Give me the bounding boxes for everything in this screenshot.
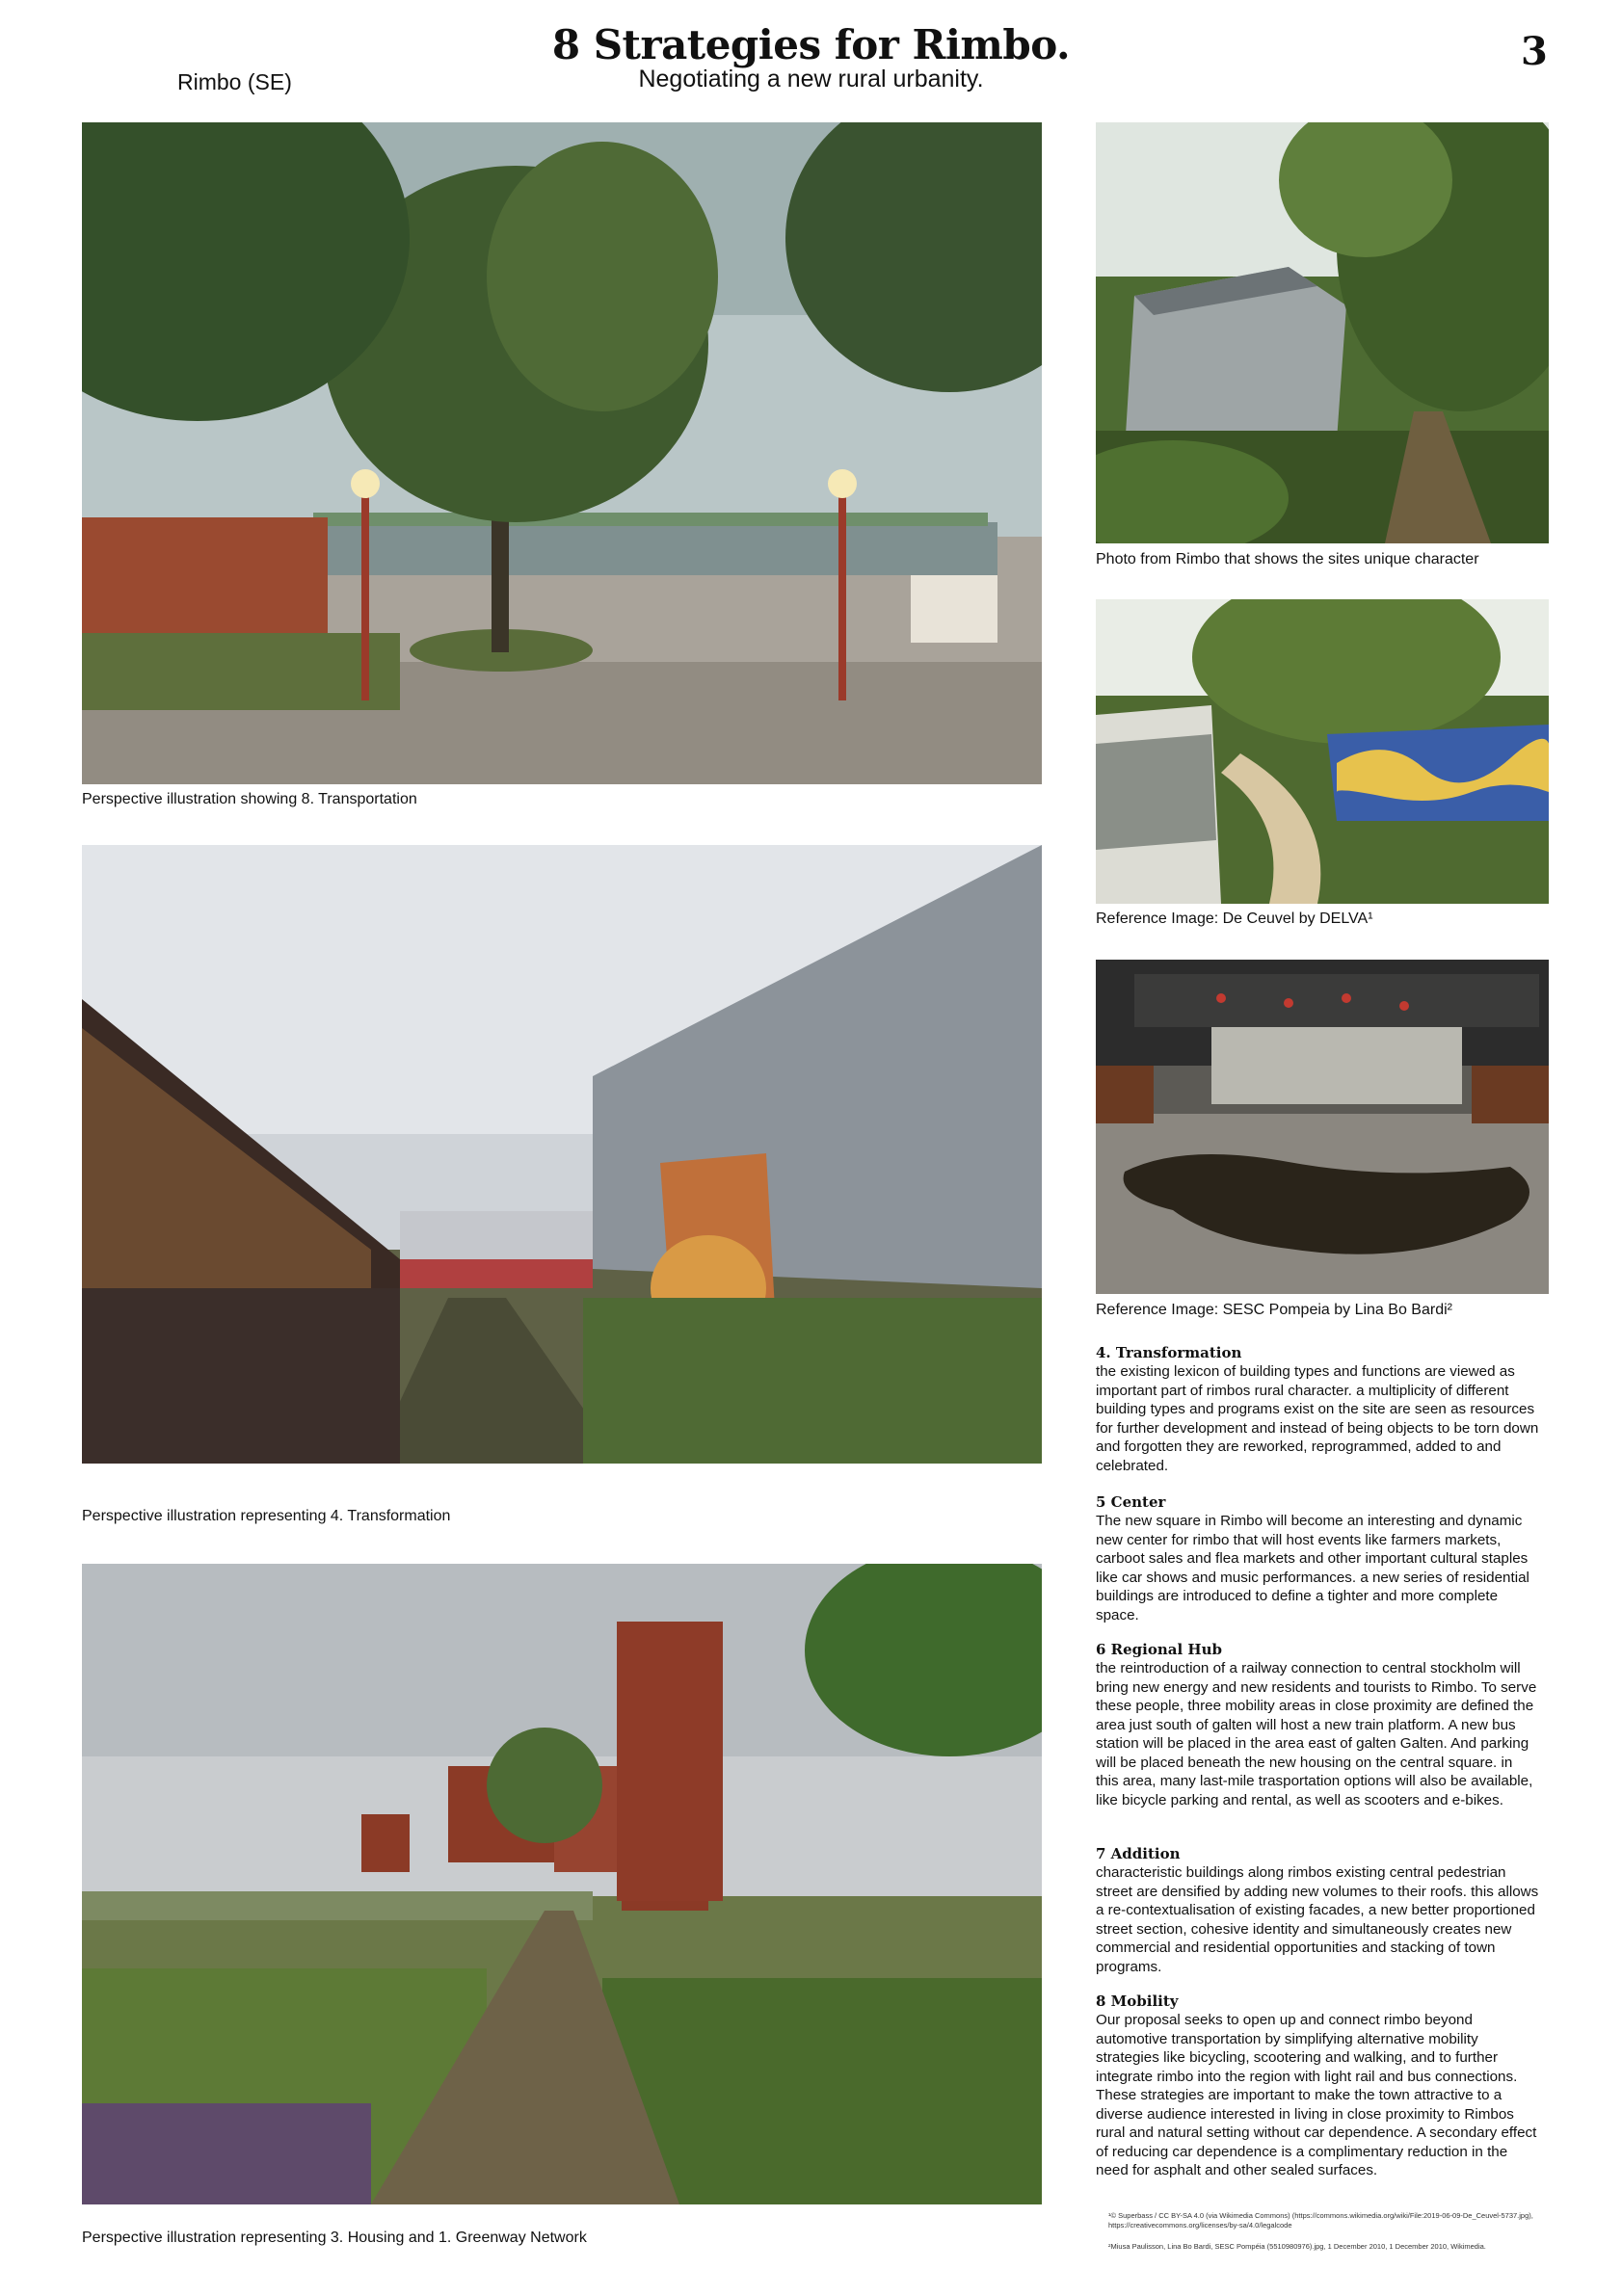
housing-greenway-caption: Perspective illustration representing 3. Housing and 1. Greenway Network: [82, 2230, 587, 2246]
transportation-illustration: [82, 122, 1042, 784]
transportation-caption: Perspective illustration showing 8. Transportation: [82, 791, 417, 807]
footnote-1: ¹© Superbass / CC BY-SA 4.0 (via Wikimedia Commons) (https://commons.wikimedia.org/wiki/File:2019-06-09-De_Ceuvel-5737.jpg), https://creativecommons.org/licenses/by-sa/4.0/legalcode: [1108, 2211, 1533, 2230]
section-body: the existing lexicon of building types and functions are viewed as important part of rimbos rural character. a multiplicity of different building types and programs exist on the site are seen as resources for further development and instead of being objects to be torn down and forgotten they are reworked, reprogrammed, added to and celebrated.: [1096, 1363, 1539, 1474]
sesc-pompeia-photo: [1096, 960, 1549, 1294]
section-transformation: [1096, 1344, 1539, 1475]
section-regional-hub: [1096, 1641, 1539, 1809]
site-photo: [1096, 122, 1549, 543]
sesc-pompeia-caption: Reference Image: SESC Pompeia by Lina Bo Bardi²: [1096, 1302, 1452, 1318]
transformation-caption: Perspective illustration representing 4. Transformation: [82, 1508, 451, 1524]
section-addition: [1096, 1845, 1539, 1976]
section-center: [1096, 1493, 1539, 1624]
page-number: 3: [1521, 29, 1548, 74]
de-ceuvel-photo: [1096, 599, 1549, 904]
site-photo-caption: Photo from Rimbo that shows the sites unique character: [1096, 551, 1479, 567]
transformation-illustration: [82, 845, 1042, 1464]
section-title: 5 Center: [1096, 1493, 1166, 1511]
section-title: 7 Addition: [1096, 1845, 1181, 1862]
section-title: 6 Regional Hub: [1096, 1641, 1222, 1658]
housing-greenway-illustration: [82, 1564, 1042, 2204]
footnote-2: ²Miusa Paulisson, Lina Bo Bardi, SESC Pompéia (5510980976).jpg, 1 December 2010, 1 December 2010, Wikimedia.: [1108, 2242, 1486, 2251]
section-body: The new square in Rimbo will become an interesting and dynamic new center for rimbo that will host events like farmers markets, carboot sales and flea markets and other important cultural staples like car shows and music performances. a new series of residential buildings are introduced to define a tighter and more complete space.: [1096, 1513, 1529, 1623]
section-body: characteristic buildings along rimbos existing central pedestrian street are densified by adding new volumes to their roofs. this allows a re-contextualisation of existing facades, a new better proportioned street section, cohesive identity and simultaneously creates new commercial and residential opportunities and stacking of town programs.: [1096, 1864, 1539, 1975]
section-title: 8 Mobility: [1096, 1993, 1179, 2010]
de-ceuvel-caption: Reference Image: De Ceuvel by DELVA¹: [1096, 910, 1373, 927]
section-mobility: [1096, 1993, 1539, 2180]
section-title: 4. Transformation: [1096, 1344, 1242, 1361]
page-subtitle: Negotiating a new rural urbanity.: [638, 66, 984, 92]
section-body: Our proposal seeks to open up and connect rimbo beyond automotive transportation by simplifying alternative mobility strategies like bicycling, scootering and walking, and to further integrate rimbo into the region with light rail and bus connections. These strategies are important to make the town attractive to a diverse audience interested in living in close proximity to Rimbos rural and natural setting without car dependence. A secondary effect of reducing car dependence is a complimentary reduction in the need for asphalt and other sealed surfaces.: [1096, 2012, 1537, 2178]
location-label: Rimbo (SE): [177, 69, 292, 94]
page-title: 8 Strategies for Rimbo.: [551, 21, 1071, 68]
section-body: the reintroduction of a railway connection to central stockholm will bring new energy and new residents and tourists to Rimbo. To serve these people, three mobility areas in close proximity are defined the area just south of galten will host a new train platform. A new bus station will be placed in the area east of galten Galten. And parking will be placed beneath the new housing on the central square. in this area, many last-mile trasportation options will also be available, like bicycle parking and rental, as well as scooters and e-bikes.: [1096, 1660, 1537, 1808]
